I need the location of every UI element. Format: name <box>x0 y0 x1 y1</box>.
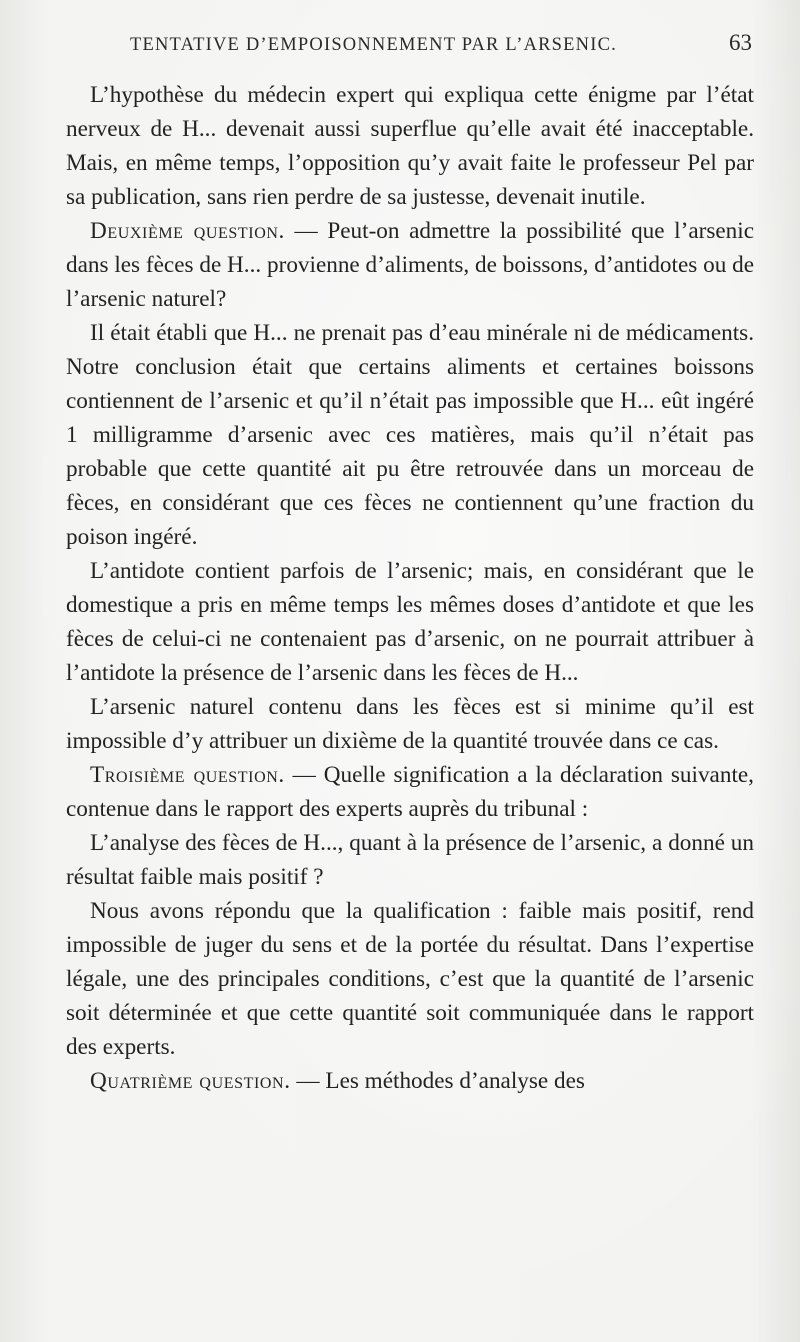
page-number: 63 <box>729 30 752 55</box>
paragraph-text: Nous avons répondu que la qualification : faible mais positif, rend impossible de juger du sens et de la portée du résultat. Dans l’expertise légale, une des principales conditions, c’est que la quantité de l’arsenic soit déterminée et que cette quantité soit communiquée dans le rapport des experts. <box>66 898 754 1060</box>
section-heading: Deuxième question. <box>90 218 285 244</box>
paragraph <box>66 316 754 554</box>
paragraph-text: L’hypothèse du médecin expert qui expliqua cette énigme par l’état nerveux de H... devenait aussi superflue qu’elle avait été inacceptable. Mais, en même temps, l’opposition qu’y avait faite le professeur Pel par sa publication, sans rien perdre de sa justesse, devenait inutile. <box>66 82 754 210</box>
paragraph <box>66 826 754 894</box>
paragraph <box>66 690 754 758</box>
paragraph-text: L’antidote contient parfois de l’arsenic; mais, en considérant que le domestique a pris en même temps les mêmes doses d’antidote et que les fèces de celui-ci ne contenaient pas d’arsenic, on ne pourrait attribuer à l’antidote la présence de l’arsenic dans les fèces de H... <box>66 558 754 686</box>
paragraph-text: Il était établi que H... ne prenait pas d’eau minérale ni de médicaments. Notre conclusion était que certains aliments et certaines boissons contiennent de l’arsenic et qu’il n’était pas impossible que H... eût ingéré 1 milligramme d’arsenic avec ces matières, mais qu’il n’était pas probable que cette quantité ait pu être retrouvée dans un morceau de fèces, en considérant que ces fèces ne contiennent qu’une fraction du poison ingéré. <box>66 320 754 550</box>
paragraph-text: L’arsenic naturel contenu dans les fèces est si minime qu’il est impossible d’y attribuer un dixième de la quantité trouvée dans ce cas. <box>66 694 754 754</box>
paragraph <box>66 554 754 690</box>
section-heading: Quatrième question. <box>90 1068 291 1094</box>
body-text <box>66 78 754 1098</box>
paragraph-text: — Quelle signification a la déclaration suivante, contenue dans le rapport des experts auprès du tribunal : <box>66 762 754 822</box>
section-heading: Troisième question. <box>90 762 285 788</box>
paragraph <box>66 894 754 1064</box>
paragraph <box>66 214 754 316</box>
paragraph-text: — Peut-on admettre la possibilité que l’arsenic dans les fèces de H... provienne d’aliments, de boissons, d’antidotes ou de l’arsenic naturel? <box>66 218 754 312</box>
paragraph-text: L’analyse des fèces de H..., quant à la présence de l’arsenic, a donné un résultat faible mais positif ? <box>66 830 754 890</box>
paragraph <box>66 1064 754 1098</box>
running-title: TENTATIVE D’EMPOISONNEMENT PAR L’ARSENIC. <box>130 35 617 55</box>
paragraph-text: — Les méthodes d’analyse des <box>290 1068 585 1094</box>
running-head <box>130 30 760 70</box>
paragraph <box>66 758 754 826</box>
paragraph <box>66 78 754 214</box>
